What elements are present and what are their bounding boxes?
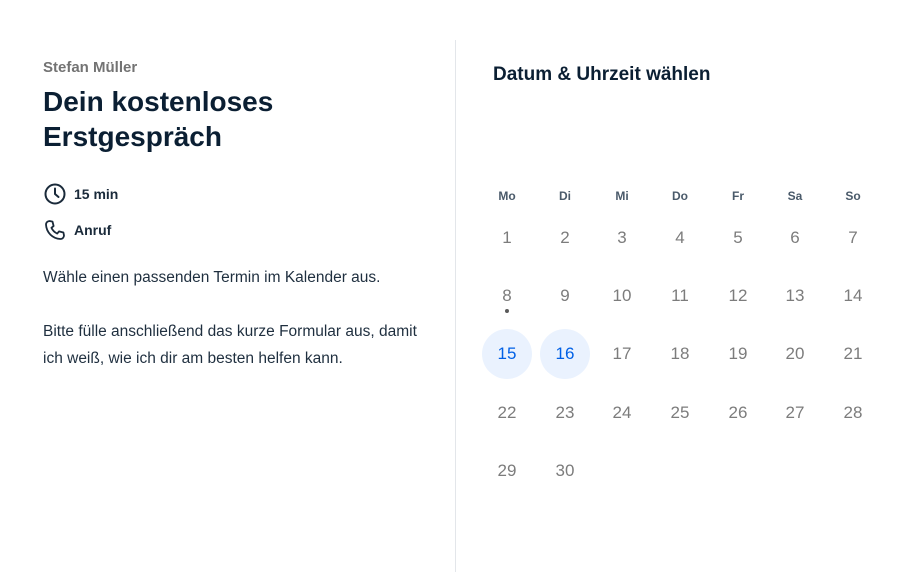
day-number: 8: [502, 286, 512, 305]
day-number: 28: [843, 403, 863, 422]
day-number: 27: [785, 403, 805, 422]
day-number: 21: [843, 344, 863, 363]
day-number: 26: [728, 403, 748, 422]
day-number: 7: [848, 228, 858, 247]
day-number: 11: [671, 286, 689, 305]
day-number: 25: [670, 403, 690, 422]
event-description: [43, 264, 428, 399]
calendar-day: [482, 388, 532, 438]
weekday-header-sa: Sa: [787, 189, 803, 203]
panel-divider: [455, 40, 456, 572]
calendar-day: [713, 213, 763, 263]
day-number: 15: [497, 344, 517, 363]
calendar-day-available[interactable]: [540, 329, 590, 379]
calendar-day: [655, 271, 705, 321]
day-number: 6: [790, 228, 800, 247]
calendar-day: [828, 388, 878, 438]
calendar-day: [655, 329, 705, 379]
calendar-day: [482, 271, 532, 321]
weekday-header-mi: Mi: [615, 189, 629, 203]
description-paragraph: Bitte fülle anschließend das kurze Formular aus, damit ich weiß, wie ich dir am besten helfen kann.: [43, 322, 417, 367]
day-number: 16: [555, 344, 575, 363]
location-row: [43, 218, 111, 242]
calendar-day: [713, 329, 763, 379]
weekday-header-fr: Fr: [732, 189, 744, 203]
calendar-day: [770, 271, 820, 321]
clock-icon: [43, 182, 67, 206]
calendar-day: [770, 213, 820, 263]
calendar-day: [482, 213, 532, 263]
calendar-day: [828, 329, 878, 379]
today-indicator-dot: [505, 309, 509, 313]
day-number: 14: [843, 286, 863, 305]
phone-icon: [43, 218, 67, 242]
duration-label: 15 min: [74, 186, 119, 202]
weekday-header-di: Di: [559, 189, 571, 203]
calendar-day: [770, 388, 820, 438]
calendar-day: [828, 213, 878, 263]
calendar-day: [540, 271, 590, 321]
day-number: 23: [555, 403, 575, 422]
calendar-day: [770, 329, 820, 379]
description-paragraph: Wähle einen passenden Termin im Kalender aus.: [43, 269, 381, 286]
calendar-day: [597, 329, 647, 379]
day-number: 13: [785, 286, 805, 305]
calendar-day: [597, 388, 647, 438]
day-number: 17: [612, 344, 632, 363]
weekday-header-mo: Mo: [498, 189, 516, 203]
day-number: 19: [728, 344, 748, 363]
weekday-header-so: So: [845, 189, 861, 203]
calendar-day: [597, 271, 647, 321]
day-number: 20: [785, 344, 805, 363]
calendar-day: [655, 213, 705, 263]
calendar-day-available[interactable]: [482, 329, 532, 379]
day-number: 2: [560, 228, 570, 247]
calendar-day: [540, 213, 590, 263]
day-number: 30: [555, 461, 575, 480]
day-number: 18: [670, 344, 690, 363]
event-title: Dein kostenloses Erstgespräch: [43, 86, 274, 152]
organizer-name: Stefan Müller: [43, 59, 138, 76]
calendar-day: [828, 271, 878, 321]
day-number: 22: [497, 403, 517, 422]
calendar-day: [713, 271, 763, 321]
calendar-day: [540, 446, 590, 496]
day-number: 10: [612, 286, 632, 305]
weekday-header-do: Do: [672, 189, 688, 203]
calendar-day: [655, 388, 705, 438]
day-number: 5: [733, 228, 743, 247]
calendar-day: [482, 446, 532, 496]
calendar-day: [597, 213, 647, 263]
calendar-day: [713, 388, 763, 438]
day-number: 4: [675, 228, 685, 247]
location-label: Anruf: [74, 222, 112, 238]
day-number: 9: [560, 286, 570, 305]
day-number: 3: [617, 228, 627, 247]
day-number: 12: [728, 286, 748, 305]
duration-row: [43, 182, 118, 206]
day-number: 1: [502, 228, 512, 247]
event-details-panel: [43, 58, 433, 367]
day-number: 29: [497, 461, 517, 480]
day-number: 24: [612, 403, 632, 422]
calendar-day: [540, 388, 590, 438]
calendar-heading: Datum & Uhrzeit wählen: [493, 64, 711, 85]
